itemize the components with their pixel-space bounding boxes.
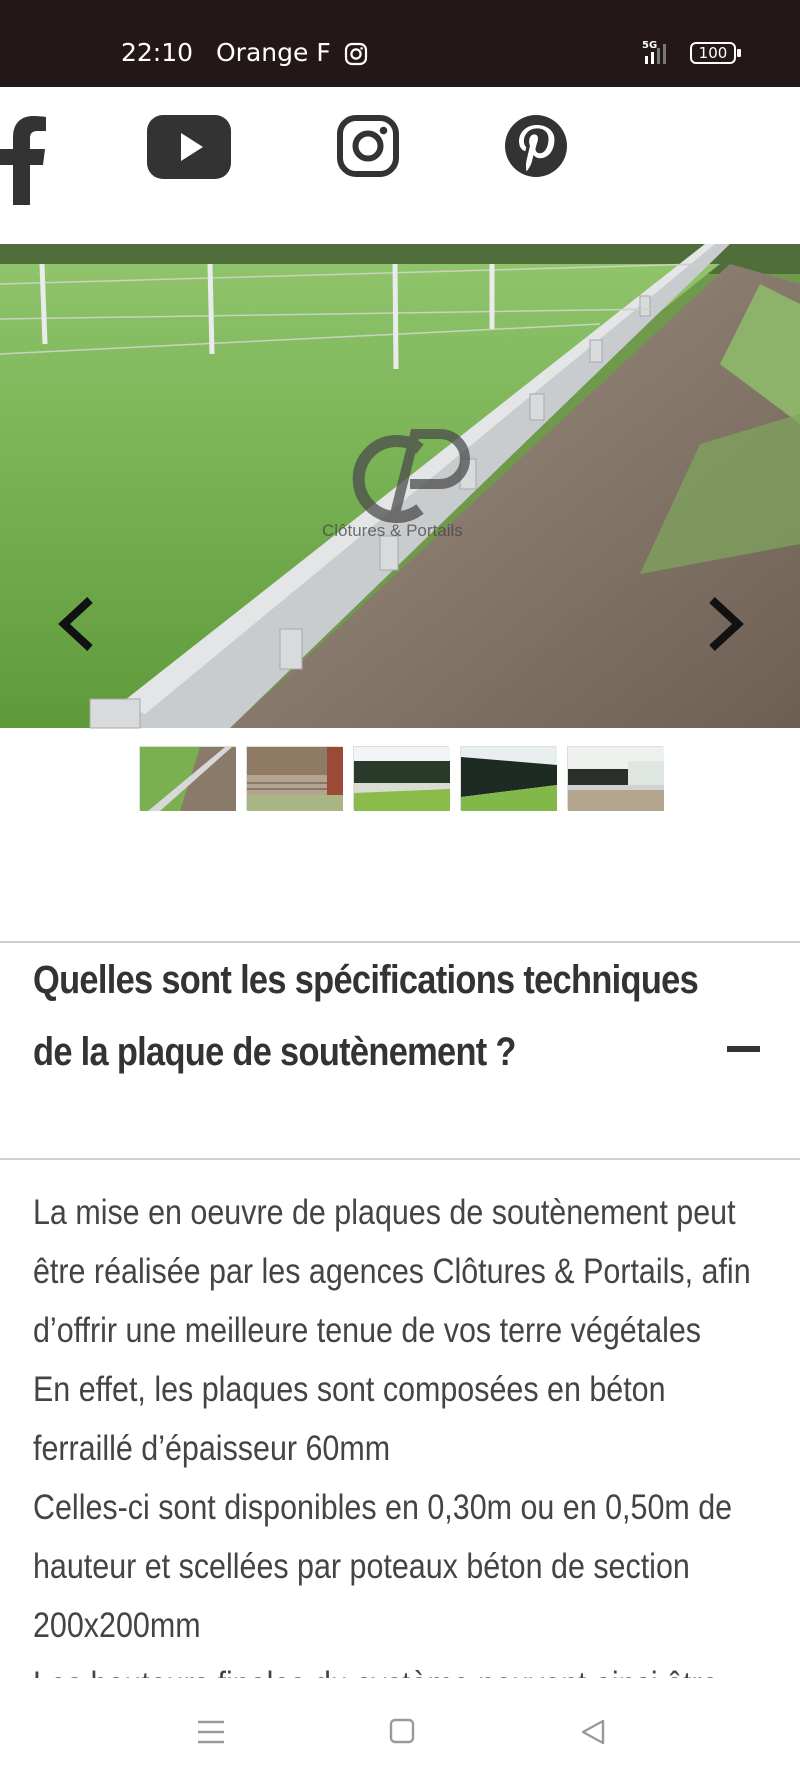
section-divider bbox=[0, 941, 800, 943]
content-line: La mise en oeuvre de plaques de soutènement peut bbox=[33, 1193, 736, 1232]
signal-icon bbox=[641, 38, 681, 68]
content-line: En effet, les plaques sont composées en béton bbox=[33, 1370, 666, 1409]
accordion-content bbox=[33, 1183, 773, 1677]
content-line: Celles-ci sont disponibles en 0,30m ou en 0,50m de bbox=[33, 1488, 733, 1527]
gallery-thumbnail[interactable] bbox=[246, 746, 342, 810]
youtube-icon[interactable] bbox=[147, 115, 231, 179]
instagram-icon[interactable] bbox=[337, 115, 399, 177]
gallery-main-image[interactable] bbox=[0, 244, 800, 728]
gallery-thumbnail[interactable] bbox=[460, 746, 556, 810]
content-line: hauteur et scellées par poteaux béton de section bbox=[33, 1547, 690, 1586]
content-line: d’offrir une meilleure tenue de vos terre végétales bbox=[33, 1311, 702, 1350]
pinterest-icon[interactable] bbox=[505, 115, 567, 177]
battery-level: 100 bbox=[698, 44, 728, 62]
gallery-thumbnails bbox=[139, 746, 663, 810]
battery-icon bbox=[690, 42, 742, 66]
content-line: ferraillé d’épaisseur 60mm bbox=[33, 1429, 391, 1468]
accordion-title[interactable]: Quelles sont les spécifications techniques de la plaque de soutènement ? bbox=[33, 958, 699, 1074]
status-carrier: Orange F bbox=[216, 38, 331, 67]
facebook-icon[interactable] bbox=[0, 115, 50, 205]
collapse-minus-icon[interactable] bbox=[727, 1046, 760, 1052]
watermark-text: Clôtures & Portails bbox=[322, 521, 463, 540]
accordion-divider bbox=[0, 1158, 800, 1160]
previous-image-arrow-icon[interactable] bbox=[52, 594, 102, 654]
gallery-thumbnail[interactable] bbox=[139, 746, 235, 810]
gallery-thumbnail[interactable] bbox=[567, 746, 663, 810]
next-image-arrow-icon[interactable] bbox=[700, 594, 750, 654]
content-line: être réalisée par les agences Clôtures & Portails, afin bbox=[33, 1252, 751, 1291]
instagram-notification-icon bbox=[344, 42, 368, 66]
home-icon[interactable] bbox=[389, 1718, 415, 1744]
system-nav-bar bbox=[0, 1678, 800, 1778]
recent-apps-icon[interactable] bbox=[196, 1718, 226, 1746]
status-time: 22:10 bbox=[121, 38, 194, 67]
back-icon[interactable] bbox=[579, 1718, 607, 1746]
fence-photo bbox=[0, 244, 800, 728]
social-links bbox=[0, 87, 800, 244]
network-type: 5G bbox=[642, 40, 658, 51]
status-bar bbox=[0, 0, 800, 87]
content-line: 200x200mm bbox=[33, 1606, 201, 1645]
gallery-thumbnail[interactable] bbox=[353, 746, 449, 810]
